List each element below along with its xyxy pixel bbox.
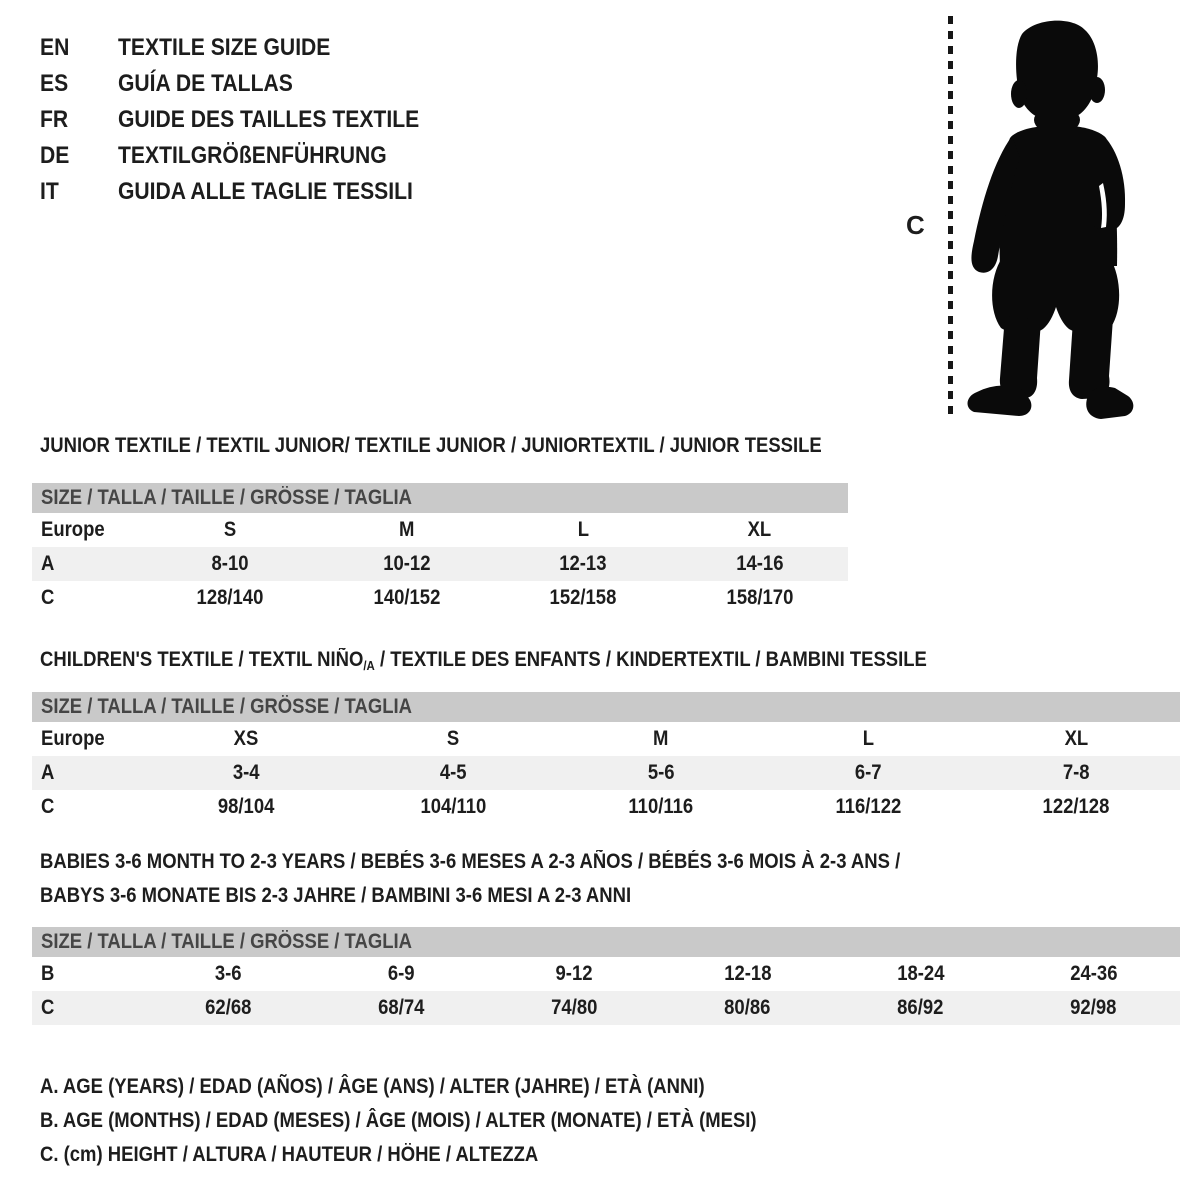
junior-size-header-bar bbox=[32, 483, 848, 513]
size-cell: 14-16 bbox=[736, 552, 784, 575]
babies-row-c bbox=[32, 991, 1180, 1025]
size-cell: 9-12 bbox=[556, 962, 593, 985]
size-cell: 158/170 bbox=[726, 586, 794, 609]
language-row-de bbox=[40, 138, 460, 174]
size-cell: 4-5 bbox=[440, 761, 467, 784]
size-cell: 152/158 bbox=[549, 586, 617, 609]
size-cell: 6-7 bbox=[855, 761, 882, 784]
language-row-fr bbox=[40, 102, 460, 138]
legend-line-c: C. (cm) HEIGHT / ALTURA / HAUTEUR / HÖHE / ALTEZZA bbox=[40, 1143, 539, 1166]
row-label: C bbox=[41, 795, 55, 818]
row-label: A bbox=[41, 761, 55, 784]
size-cell: 6-9 bbox=[388, 962, 415, 985]
lang-title-de: TEXTILGRÖßENFÜHRUNG bbox=[118, 142, 387, 169]
column-header-cell: S bbox=[224, 518, 237, 541]
children-size-table bbox=[32, 692, 1180, 824]
height-measure-line bbox=[948, 16, 953, 418]
row-label: A bbox=[41, 552, 55, 575]
size-cell: 86/92 bbox=[897, 996, 944, 1019]
babies-section-title-line1: BABIES 3-6 MONTH TO 2-3 YEARS / BEBÉS 3-6 MESES A 2-3 AÑOS / BÉBÉS 3-6 MOIS À 2-3 ANS / bbox=[40, 850, 901, 873]
junior-size-table bbox=[32, 483, 848, 615]
lang-code-it: IT bbox=[40, 178, 59, 205]
region-label: Europe bbox=[41, 518, 105, 541]
size-cell: 128/140 bbox=[196, 586, 264, 609]
size-cell: 110/116 bbox=[628, 795, 694, 818]
column-header-cell: M bbox=[399, 518, 415, 541]
size-cell: 80/86 bbox=[724, 996, 771, 1019]
column-header-cell: S bbox=[447, 727, 460, 750]
size-bar-label: SIZE / TALLA / TAILLE / GRÖSSE / TAGLIA bbox=[41, 930, 412, 953]
junior-row-a bbox=[32, 547, 848, 581]
babies-size-header-bar bbox=[32, 927, 1180, 957]
language-list bbox=[40, 30, 460, 210]
lang-title-it: GUIDA ALLE TAGLIE TESSILI bbox=[118, 178, 413, 205]
size-cell: 122/128 bbox=[1042, 795, 1110, 818]
size-cell: 62/68 bbox=[205, 996, 252, 1019]
legend-line-a: A. AGE (YEARS) / EDAD (AÑOS) / ÂGE (ANS) / ALTER (JAHRE) / ETÀ (ANNI) bbox=[40, 1075, 705, 1098]
children-column-header-row bbox=[32, 722, 1180, 756]
size-cell: 3-6 bbox=[215, 962, 242, 985]
language-row-en bbox=[40, 30, 460, 66]
lang-code-es: ES bbox=[40, 70, 69, 97]
size-cell: 10-12 bbox=[383, 552, 431, 575]
size-cell: 116/122 bbox=[835, 795, 902, 818]
row-label: B bbox=[41, 962, 55, 985]
junior-section-title: JUNIOR TEXTILE / TEXTIL JUNIOR/ TEXTILE JUNIOR / JUNIORTEXTIL / JUNIOR TESSILE bbox=[40, 434, 822, 457]
legend bbox=[40, 1070, 854, 1172]
size-cell: 3-4 bbox=[232, 761, 260, 784]
junior-column-header-row bbox=[32, 513, 848, 547]
size-bar-label: SIZE / TALLA / TAILLE / GRÖSSE / TAGLIA bbox=[41, 486, 412, 509]
column-header-cell: XL bbox=[747, 518, 772, 541]
junior-row-c bbox=[32, 581, 848, 615]
size-cell: 98/104 bbox=[217, 795, 275, 818]
region-label: Europe bbox=[41, 727, 105, 750]
size-cell: 140/152 bbox=[373, 586, 441, 609]
size-cell: 104/110 bbox=[420, 795, 487, 818]
lang-title-en: TEXTILE SIZE GUIDE bbox=[118, 34, 331, 61]
children-row-c bbox=[32, 790, 1180, 824]
size-cell: 68/74 bbox=[378, 996, 425, 1019]
lang-code-de: DE bbox=[40, 142, 70, 169]
lang-code-en: EN bbox=[40, 34, 70, 61]
size-cell: 7-8 bbox=[1062, 761, 1090, 784]
babies-size-table bbox=[32, 927, 1180, 1025]
size-cell: 24-36 bbox=[1069, 962, 1118, 985]
column-header-cell: M bbox=[653, 727, 669, 750]
language-row-it bbox=[40, 174, 460, 210]
column-header-cell: L bbox=[862, 727, 875, 750]
size-cell: 18-24 bbox=[896, 962, 945, 985]
toddler-silhouette-icon bbox=[960, 16, 1140, 420]
language-row-es bbox=[40, 66, 460, 102]
children-size-header-bar bbox=[32, 692, 1180, 722]
lang-title-fr: GUIDE DES TAILLES TEXTILE bbox=[118, 106, 420, 133]
column-header-cell: XL bbox=[1064, 727, 1088, 750]
children-row-a bbox=[32, 756, 1180, 790]
size-cell: 12-18 bbox=[723, 962, 772, 985]
babies-section-title-line2: BABYS 3-6 MONATE BIS 2-3 JAHRE / BAMBINI 3-6 MESI A 2-3 ANNI bbox=[40, 884, 632, 907]
nino-a-subscript: /A bbox=[363, 658, 375, 673]
row-label: C bbox=[41, 996, 55, 1019]
lang-title-es: GUÍA DE TALLAS bbox=[118, 70, 293, 97]
size-cell: 12-13 bbox=[559, 552, 607, 575]
height-label-c: C bbox=[906, 210, 925, 240]
row-label: C bbox=[41, 586, 55, 609]
size-cell: 92/98 bbox=[1070, 996, 1117, 1019]
size-cell: 8-10 bbox=[211, 552, 249, 575]
column-header-cell: L bbox=[577, 518, 589, 541]
legend-line-b: B. AGE (MONTHS) / EDAD (MESES) / ÂGE (MOIS) / ALTER (MONATE) / ETÀ (MESI) bbox=[40, 1109, 757, 1132]
lang-code-fr: FR bbox=[40, 106, 69, 133]
size-bar-label: SIZE / TALLA / TAILLE / GRÖSSE / TAGLIA bbox=[41, 695, 412, 718]
column-header-cell: XS bbox=[233, 727, 259, 750]
size-cell: 74/80 bbox=[551, 996, 598, 1019]
babies-row-b bbox=[32, 957, 1180, 991]
size-cell: 5-6 bbox=[647, 761, 675, 784]
children-section-title: CHILDREN'S TEXTILE / TEXTIL $NIÑO_{/A}$ / TEXTILE DES ENFANTS / KINDERTEXTIL / BAMBINI TESSILE bbox=[40, 648, 927, 673]
